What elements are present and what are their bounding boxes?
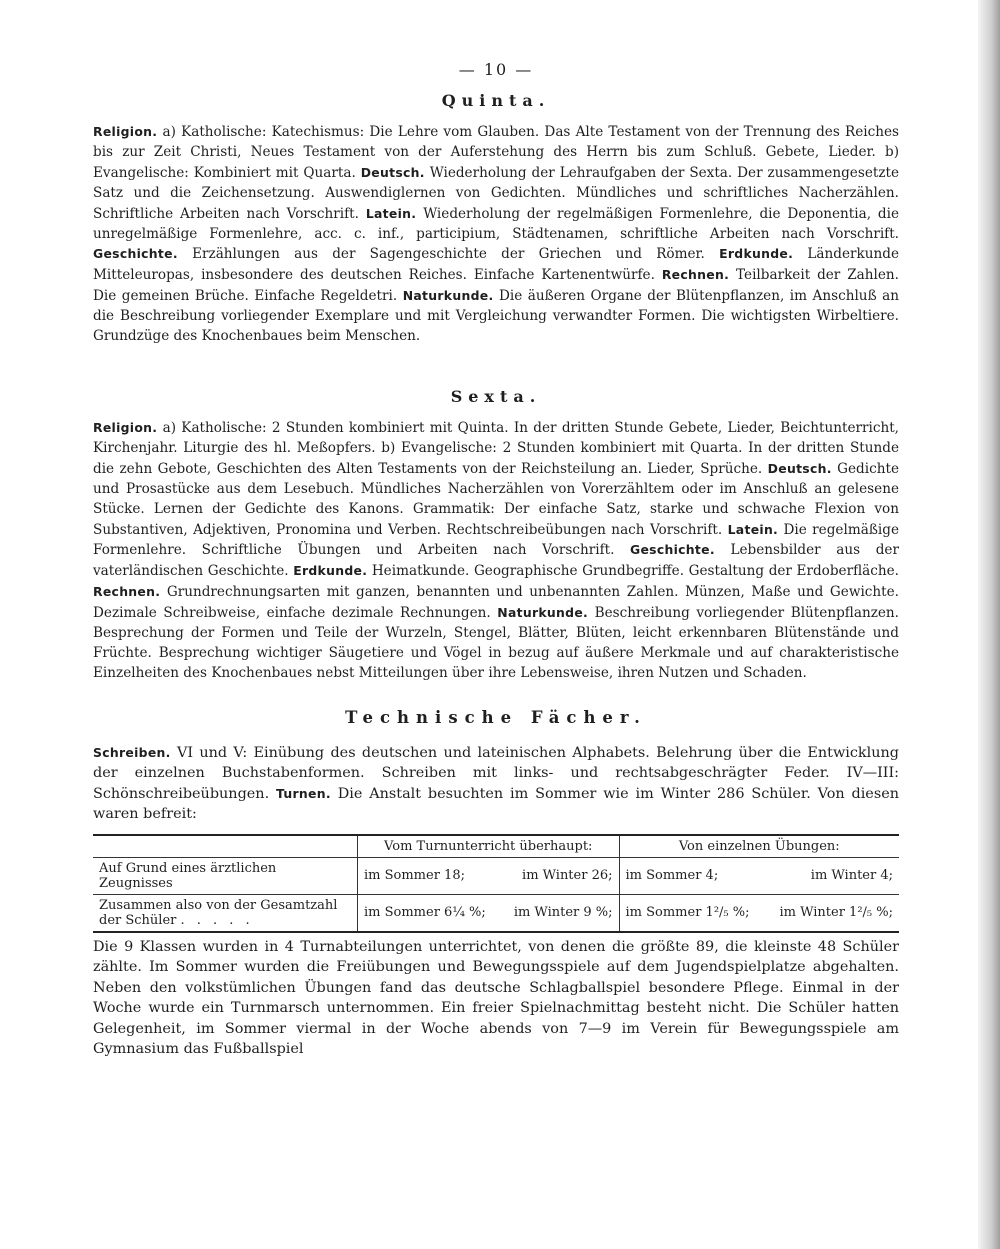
table-cell [619,857,899,894]
page-number: — 10 — [458,60,534,79]
document-page [93,60,899,1060]
table-cell [358,857,620,894]
section-heading-quinta: Quinta. [441,91,551,110]
subject-text-schreiben: VI und V: Einübung des deutschen und lateinischen Alphabets. Belehrung über die Entwicklung der einzelnen Buchstabenformen. Schreiben mit links- und rechtsabgeschrägter Feder. IV—III: Schönschreibeübungen. [93,744,900,802]
subject-text-naturkunde: Die äußeren Organe der Blütenpflanzen, im Anschluß an die Beschreibung vorliegender Exemplare und mit Vergleichung verwandter Formen. Die wichtigsten Wirbeltiere. Grundzüge des Knochenbaues beim Menschen. [93,288,900,345]
subject-label-turnen: Turnen. [276,785,331,801]
table-corner-cell [93,835,358,858]
subject-text-rechnen: Teilbarkeit der Zahlen. Die gemeinen Brüche. Einfache Regeldetri. [93,267,899,305]
section-heading-sexta: Sexta. [450,386,542,406]
subject-text-religion: a) Katholische: 2 Stunden kombiniert mit Quinta. In der dritten Stunde Gebete, Lieder, Beichtunterricht, Kirchenjahr. Liturgie des hl. Meßopfers. b) Evangelische: 2 Stunden kombiniert mit Quarta. In der dritten Stunde die zehn Gebote, Geschichten des Alten Testaments von der Reichsteilung an. Lieder, Sprüche. [93,419,899,477]
table-value: im Sommer 18; [364,868,465,884]
table-row-leader: . . . . . [180,912,254,928]
subject-text-rechnen: Grundrechnungsarten mit ganzen, benannten und unbenannten Zahlen. Münzen, Maße und Gewichte. Dezimale Schreibweise, einfache dezimale Rechnungen. [93,584,899,622]
quinta-curriculum-text [93,122,899,347]
table-value: im Winter 26; [522,868,613,884]
table-value: im Winter 9 %; [513,905,613,921]
subject-label-religion: Religion. [93,124,158,139]
turnen-closing-text: Die 9 Klassen wurden in 4 Turnabteilungen unterrichtet, von denen die größte 89, die kleinste 48 Schüler zählte. Im Sommer wurden die Freiübungen und Bewegungsspiele auf dem Jugendspielplatze abgehalten. Neben den volkstümlichen Übungen fand das deutsche Schlagballspiel besondere Pflege. Einmal in der Woche wurde ein Turnmarsch unternommen. Ein freier Spielnachmittag besteht nicht. Die Schüler hatten Gelegenheit, im Sommer viermal in der Woche abends von 7—9 im Verein für Bewegungsspiele am Gymnasium das Fußballspiel [93,938,899,1058]
sexta-curriculum-text [93,418,899,684]
exemption-table [93,834,899,933]
table-value: im Winter 1²/₅ %; [779,905,893,921]
table-header-row [93,835,899,858]
subject-label-geschichte: Geschichte. [93,246,178,262]
subject-label-religion: Religion. [93,419,158,435]
subject-label-geschichte: Geschichte. [630,542,715,558]
table-value: im Sommer 4; [625,868,719,884]
table-value: im Sommer 1²/₅ %; [625,905,750,921]
subject-label-deutsch: Deutsch. [767,460,832,476]
subject-label-naturkunde: Naturkunde. [497,605,589,621]
subject-text-deutsch: Wiederholung der Lehraufgaben der Sexta. Der zusammengesetzte Satz und die Zeichensetzung. Auswendiglernen von Gedichten. Mündliches und schriftliches Nacherzählen. Schriftliche Arbeiten nach Vorschrift. [93,164,900,222]
technische-text [93,743,899,825]
table-value: im Winter 4; [810,868,893,884]
table-cell [619,894,899,932]
subject-text-turnen: Die Anstalt besuchten im Sommer wie im Winter 286 Schüler. Von diesen waren befreit: [93,785,899,823]
subject-label-erdkunde: Erdkunde. [719,246,794,262]
table-row-label [93,894,358,932]
subject-text-geschichte: Lebensbilder aus der vaterländischen Geschichte. [93,542,899,580]
table-row [93,894,899,932]
section-heading-technische-faecher: Technische Fächer. [345,707,647,727]
subject-label-schreiben: Schreiben. [93,744,171,760]
table-row [93,857,899,894]
table-row-label: Auf Grund eines ärztlichen Zeugnisses [93,857,358,894]
subject-text-latein: Die regelmäßige Formenlehre. Schriftliche Übungen und Arbeiten nach Vorschrift. [93,521,899,559]
subject-text-erdkunde: Länderkunde Mitteleuropas, insbesondere des deutschen Reiches. Einfache Kartenentwürfe. [93,246,899,284]
subject-label-latein: Latein. [365,205,417,221]
subject-label-deutsch: Deutsch. [360,164,425,180]
subject-label-naturkunde: Naturkunde. [402,288,494,304]
subject-text-deutsch: Gedichte und Prosastücke aus dem Lesebuch. Mündliches Nacherzählen von Vorerzähltem oder im Anschluß an gelesene Stücke. Lernen der Gedichte des Kanons. Grammatik: Der einfache Satz, starke und schwache Flexion von Substantiven, Adjektiven, Pronomina und Verben. Rechtschreibeübungen nach Vorschrift. [93,460,899,538]
subject-text-religion: a) Katholische: Katechismus: Die Lehre vom Glauben. Das Alte Testament von der Trennung des Reiches bis zur Zeit Christi, Neues Testament von der Auferstehung des Herrn bis zum Schluß. Gebete, Lieder. b) Evangelische: Kombiniert mit Quarta. [93,124,900,181]
subject-text-erdkunde: Heimatkunde. Geographische Grundbegriffe. Gestaltung der Erdoberfläche. [371,563,899,580]
table-header-overall: Vom Turnunterricht überhaupt: [358,835,620,858]
subject-label-erdkunde: Erdkunde. [293,563,368,579]
subject-label-latein: Latein. [727,521,779,537]
subject-text-naturkunde: Beschreibung vorliegender Blütenpflanzen. Besprechung der Formen und Teile der Wurzeln, Stengel, Blätter, Blüten, leicht erkennbaren Blütenstände und Früchte. Besprechung wichtiger Säugetiere und Vögel in bezug auf äußere Merkmale und auf charakteristische Einzelheiten des Knochenbaues nebst Mitteilungen über ihre Lebensweise, ihren Nutzen und Schaden. [93,605,899,681]
subject-label-rechnen: Rechnen. [661,267,730,283]
table-header-partial: Von einzelnen Übungen: [619,835,899,858]
table-value: im Sommer 6¼ %; [364,905,486,921]
table-row-label-text: Zusammen also von der Gesamtzahl der Schüler [99,897,338,928]
subject-label-rechnen: Rechnen. [93,584,161,600]
scan-page-edge [978,0,1000,1249]
subject-text-geschichte: Erzählungen aus der Sagengeschichte der Griechen und Römer. [192,246,705,263]
subject-text-latein: Wiederholung der regelmäßigen Formenlehre, die Deponentia, die unregelmäßige Formenlehre, acc. c. inf., participium, Städtenamen, schriftliche Arbeiten nach Vorschrift. [93,205,900,242]
table-cell [358,894,620,932]
